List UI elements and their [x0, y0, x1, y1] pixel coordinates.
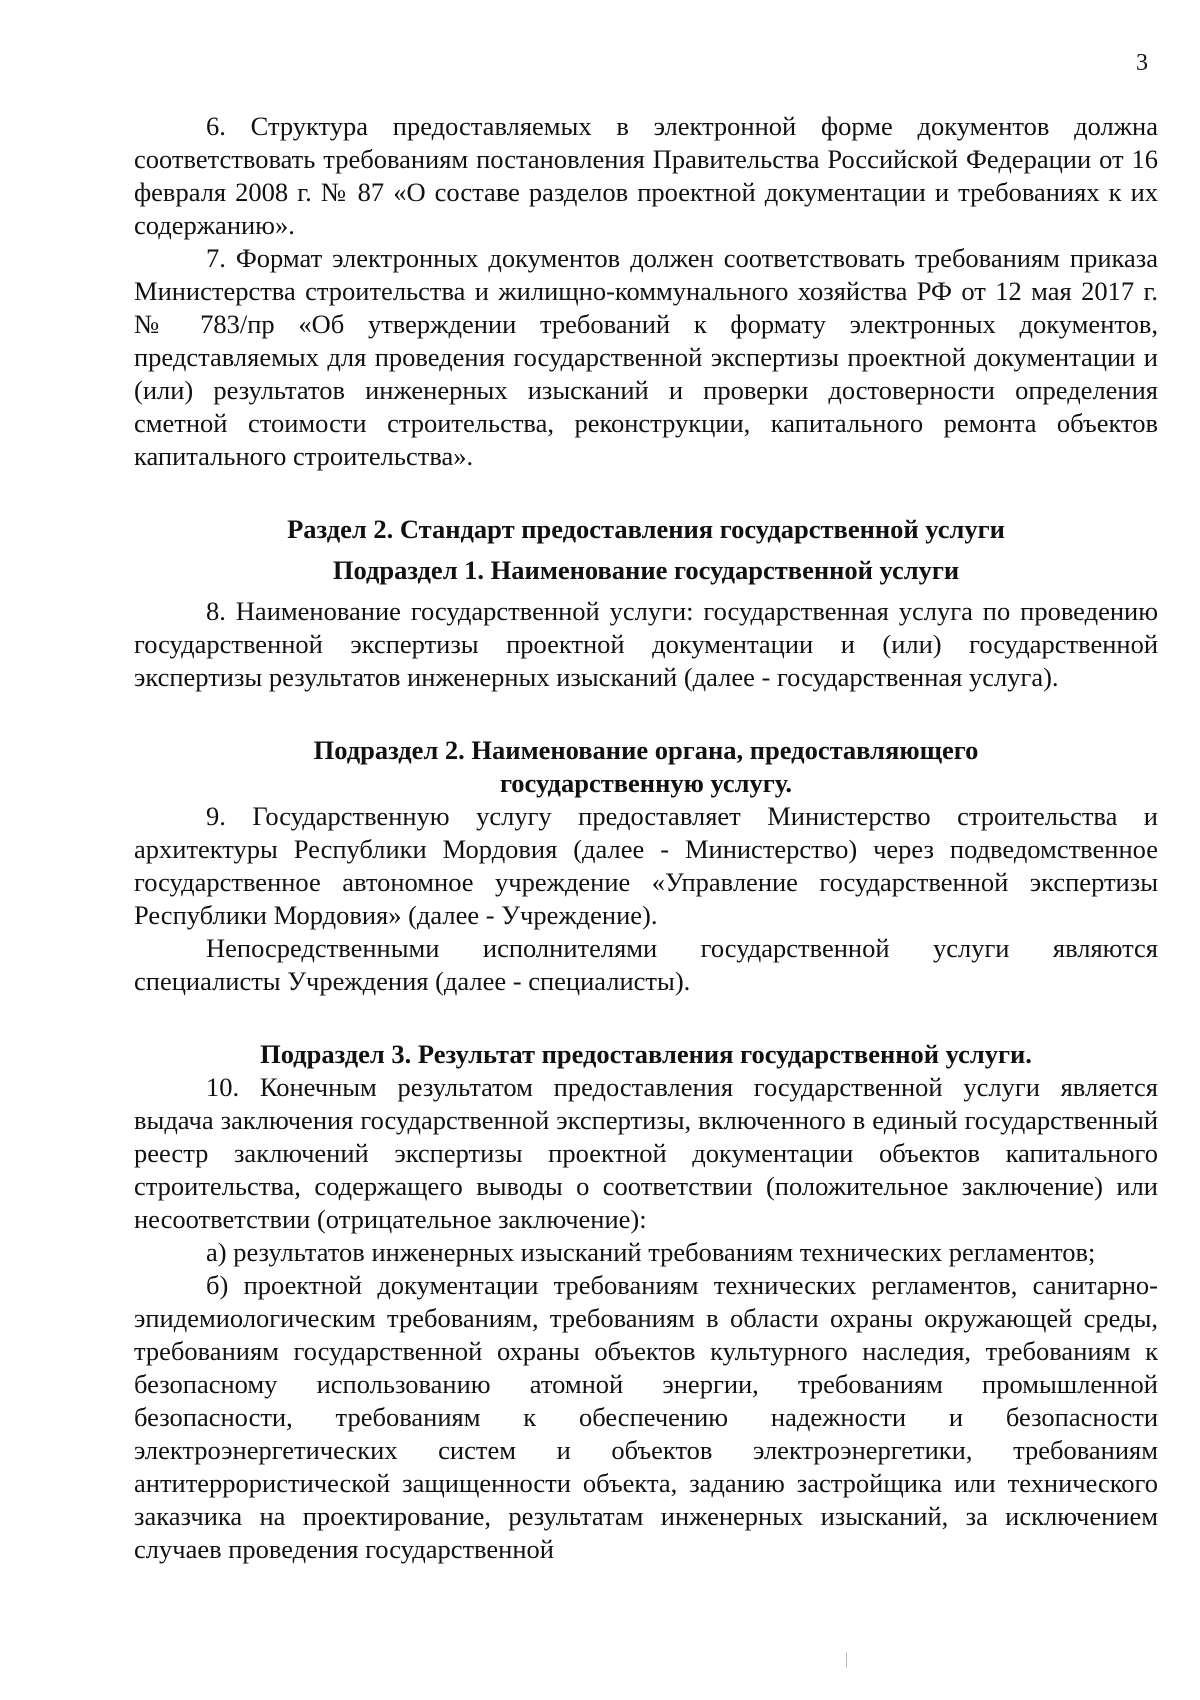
paragraph-10-item-b: б) проектной документации требованиям технических регламентов, санитарно-эпидемиологическим требованиям, требованиям в области охраны окружающей среды, требованиям государственной охраны объектов культурного наследия, требованиям к безопасному использованию атомной энергии, требованиям промышленной безопасности, требованиям к обеспечению надежности и безопасности электроэнергетических систем и объектов электроэнергетики, требованиям антитеррористической защищенности объекта, заданию застройщика или технического заказчика на проектирование, результатам инженерных изысканий, за исключением случаев проведения государственной [134, 1270, 1158, 1564]
spacer [134, 587, 1158, 595]
paragraph-9: 9. Государственную услугу предоставляет Министерство строительства и архитектуры Республики Мордовия (далее - Министерство) через подведомственное государственное автономное учреждение «Управление государственной экспертизы Республики Мордовия» (далее - Учреждение). [134, 801, 1158, 930]
section-2-title: Раздел 2. Стандарт предоставления государственной услуги [287, 514, 1005, 544]
subsection-2-title-line-1: Подраздел 2. Наименование органа, предоставляющего [313, 735, 979, 765]
subsection-2-title-line-2: государственную услугу. [499, 768, 793, 798]
paragraph-9-performers: Непосредственными исполнителями государственной услуги являются специалисты Учреждения (далее - специалисты). [134, 933, 1158, 996]
subsection-1-title: Подраздел 1. Наименование государственной услуги [332, 555, 960, 585]
paragraph-8: 8. Наименование государственной услуги: государственная услуга по проведению государственной экспертизы проектной документации и (или) государственной экспертизы результатов инженерных изысканий (далее - государственная услуга). [134, 596, 1158, 692]
spacer [134, 998, 1158, 1038]
paragraph-10: 10. Конечным результатом предоставления государственной услуги является выдача заключения государственной экспертизы, включенного в единый государственный реестр заключений экспертизы проектной документации объектов капитального строительства, содержащего выводы о соответствии (положительное заключение) или несоответствии (отрицательное заключение): [134, 1072, 1158, 1234]
spacer [134, 473, 1158, 513]
spacer [134, 546, 1158, 554]
scan-artifact-mark [846, 1652, 847, 1668]
subsection-3-title: Подраздел 3. Результат предоставления государственной услуги. [260, 1039, 1032, 1069]
paragraph-6: 6. Структура предоставляемых в электронной форме документов должна соответствовать требованиям постановления Правительства Российской Федерации от 16 февраля 2008 г. № 87 «О составе разделов проектной документации и требованиях к их содержанию». [134, 111, 1158, 240]
page-number: 3 [1136, 50, 1148, 76]
spacer [134, 694, 1158, 734]
paragraph-7: 7. Формат электронных документов должен соответствовать требованиям приказа Министерства строительства и жилищно-коммунального хозяйства РФ от 12 мая 2017 г. № 783/пр «Об утверждении требований к формату электронных документов, представляемых для проведения государственной экспертизы проектной документации и (или) результатов инженерных изысканий и проверки достоверности определения сметной стоимости строительства, реконструкции, капитального ремонта объектов капитального строительства». [134, 243, 1158, 471]
paragraph-10-item-a: а) результатов инженерных изысканий требованиям технических регламентов; [206, 1237, 1096, 1267]
page-content [134, 110, 1158, 1566]
